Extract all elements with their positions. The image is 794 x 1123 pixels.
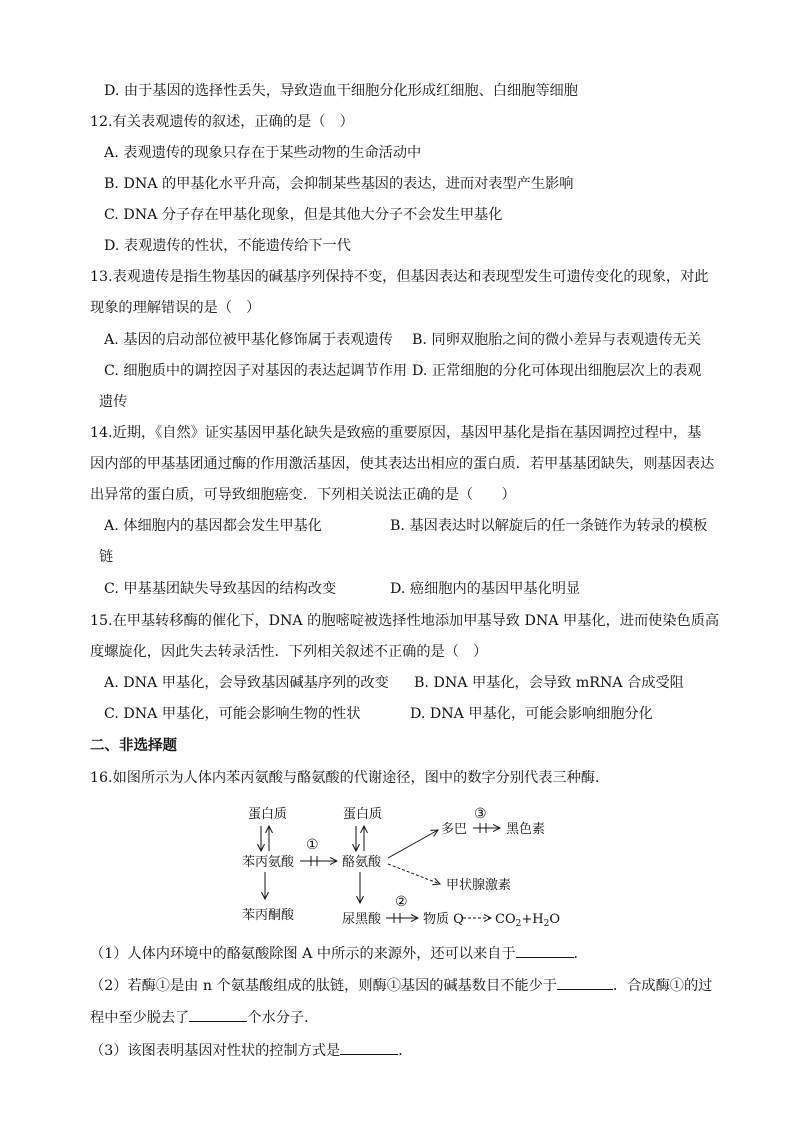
phenylalanine-label: 苯丙氨酸: [242, 855, 295, 870]
q11-option-d: D. 由于基因的选择性丢失，导致造血干细胞分化形成红细胞、白细胞等细胞: [104, 83, 578, 99]
q14-stem-line2: 因内部的甲基基团通过酶的作用激活基因，使其表达出相应的蛋白质．若甲基基团缺失，则基因表达: [90, 456, 715, 472]
arrow-tyr-to-thyroxine: [388, 864, 440, 884]
arrow-tyr-to-dopa: [388, 830, 438, 858]
q15-option-b: B. DNA 甲基化，会导致 mRNA 合成受阻: [414, 675, 684, 691]
q16-part1: （1）人体内环境中的酪氨酸除图 A 中所示的来源外，还可以来自于 ．: [90, 943, 588, 964]
q13-option-d-line1: D. 正常细胞的分化可体现出细胞层次上的表观: [412, 363, 702, 379]
q13-option-a: A. 基因的启动部位被甲基化修饰属于表观遗传: [104, 332, 393, 348]
answer-blank-1[interactable]: [516, 943, 574, 958]
q16-stem: 16.如图所示为人体内苯丙氨酸与酪氨酸的代谢途径，图中的数字分别代表三种酶．: [90, 770, 610, 786]
section-heading: 二、非选择题: [90, 738, 177, 754]
arrow-hga-to-q-enzyme2: [386, 913, 418, 923]
q12-option-b: B. DNA 的甲基化水平升高，会抑制某些基因的表达，进而对表型产生影响: [104, 176, 574, 192]
q14-option-c: C. 甲基基团缺失导致基因的结构改变: [104, 581, 337, 597]
q13-stem-line2: 现象的理解错误的是（ ）: [90, 300, 261, 316]
arrow-phe-to-tyr-enzyme1: [300, 856, 337, 866]
q13-option-b: B. 同卵双胞胎之间的微小差异与表观遗传无关: [412, 332, 702, 348]
q15-option-a: A. DNA 甲基化，会导致基因碱基序列的改变: [104, 675, 389, 691]
metabolic-pathway-diagram: [238, 800, 568, 932]
q12-option-a: A. 表观遗传的现象只存在于某些动物的生命活动中: [104, 145, 422, 161]
phenylpyruvate-label: 苯丙酮酸: [242, 908, 295, 923]
answer-blank-4[interactable]: [340, 1040, 398, 1055]
melanin-label: 黑色素: [506, 822, 546, 837]
q14-option-a: A. 体细胞内的基因都会发生甲基化: [104, 518, 322, 534]
homogentisic-acid-label: 尿黑酸: [342, 912, 382, 927]
tyrosine-label: 酪氨酸: [342, 855, 382, 870]
q16-part2-cont: 程中至少脱去了 个水分子．: [90, 1007, 318, 1028]
dopa-label: 多巴: [441, 822, 468, 837]
substance-q-label: 物质 Q: [423, 912, 464, 927]
q16-part2: （2）若酶①是由 n 个氨基酸组成的肽链，则酶①基因的碱基数目不能少于 ．合成酶①的过: [90, 975, 712, 996]
q12-stem: 12.有关表观遗传的叙述，正确的是（ ）: [90, 114, 354, 130]
q15-option-c: C. DNA 甲基化，可能会影响生物的性状: [104, 706, 361, 722]
answer-blank-3[interactable]: [189, 1007, 247, 1022]
q16-part3: （3）该图表明基因对性状的控制方式是 ．: [90, 1040, 412, 1061]
q14-stem-line3: 出异常的蛋白质，可导致细胞癌变．下列相关说法正确的是（ ）: [90, 487, 516, 503]
enzyme-1-label: ①: [306, 837, 319, 853]
arrow-dopa-to-melanin-enzyme3: [473, 823, 500, 833]
products-label: $CO_2+H_2O$: [495, 912, 560, 929]
q14-option-b-line1: B. 基因表达时以解旋后的任一条链作为转录的模板: [390, 518, 708, 534]
q14-stem-line1: 14.近期，《自然》证实基因甲基化缺失是致癌的重要原因，基因甲基化是指在基因调控过程中，基: [90, 425, 702, 441]
q13-stem-line1: 13.表观遗传是指生物基因的碱基序列保持不变，但基因表达和表现型发生可遗传变化的现象，对此: [90, 269, 709, 285]
q13-option-d-line2: 遗传: [99, 394, 128, 410]
enzyme-2-label: ②: [395, 894, 408, 910]
q13-option-c: C. 细胞质中的调控因子对基因的表达起调节作用: [104, 363, 408, 379]
q14-option-d: D. 癌细胞内的基因甲基化明显: [390, 581, 581, 597]
q15-option-d: D. DNA 甲基化，可能会影响细胞分化: [410, 706, 653, 722]
enzyme-3-label: ③: [474, 806, 487, 822]
q14-option-b-line2: 链: [99, 549, 114, 565]
protein-left-label: 蛋白质: [248, 807, 288, 822]
q15-stem-line1: 15.在甲基转移酶的催化下，DNA 的胞嘧啶被选择性地添加甲基导致 DNA 甲基化，进而使染色质高: [90, 613, 720, 629]
thyroxine-label: 甲状腺激素: [446, 878, 512, 893]
q12-option-d: D. 表观遗传的性状，不能遗传给下一代: [104, 238, 351, 254]
protein-mid-label: 蛋白质: [343, 807, 383, 822]
answer-blank-2[interactable]: [557, 975, 613, 990]
q12-option-c: C. DNA 分子存在甲基化现象，但是其他大分子不会发生甲基化: [104, 207, 503, 223]
q15-stem-line2: 度螺旋化，因此失去转录活性．下列相关叙述不正确的是（ ）: [90, 644, 488, 660]
